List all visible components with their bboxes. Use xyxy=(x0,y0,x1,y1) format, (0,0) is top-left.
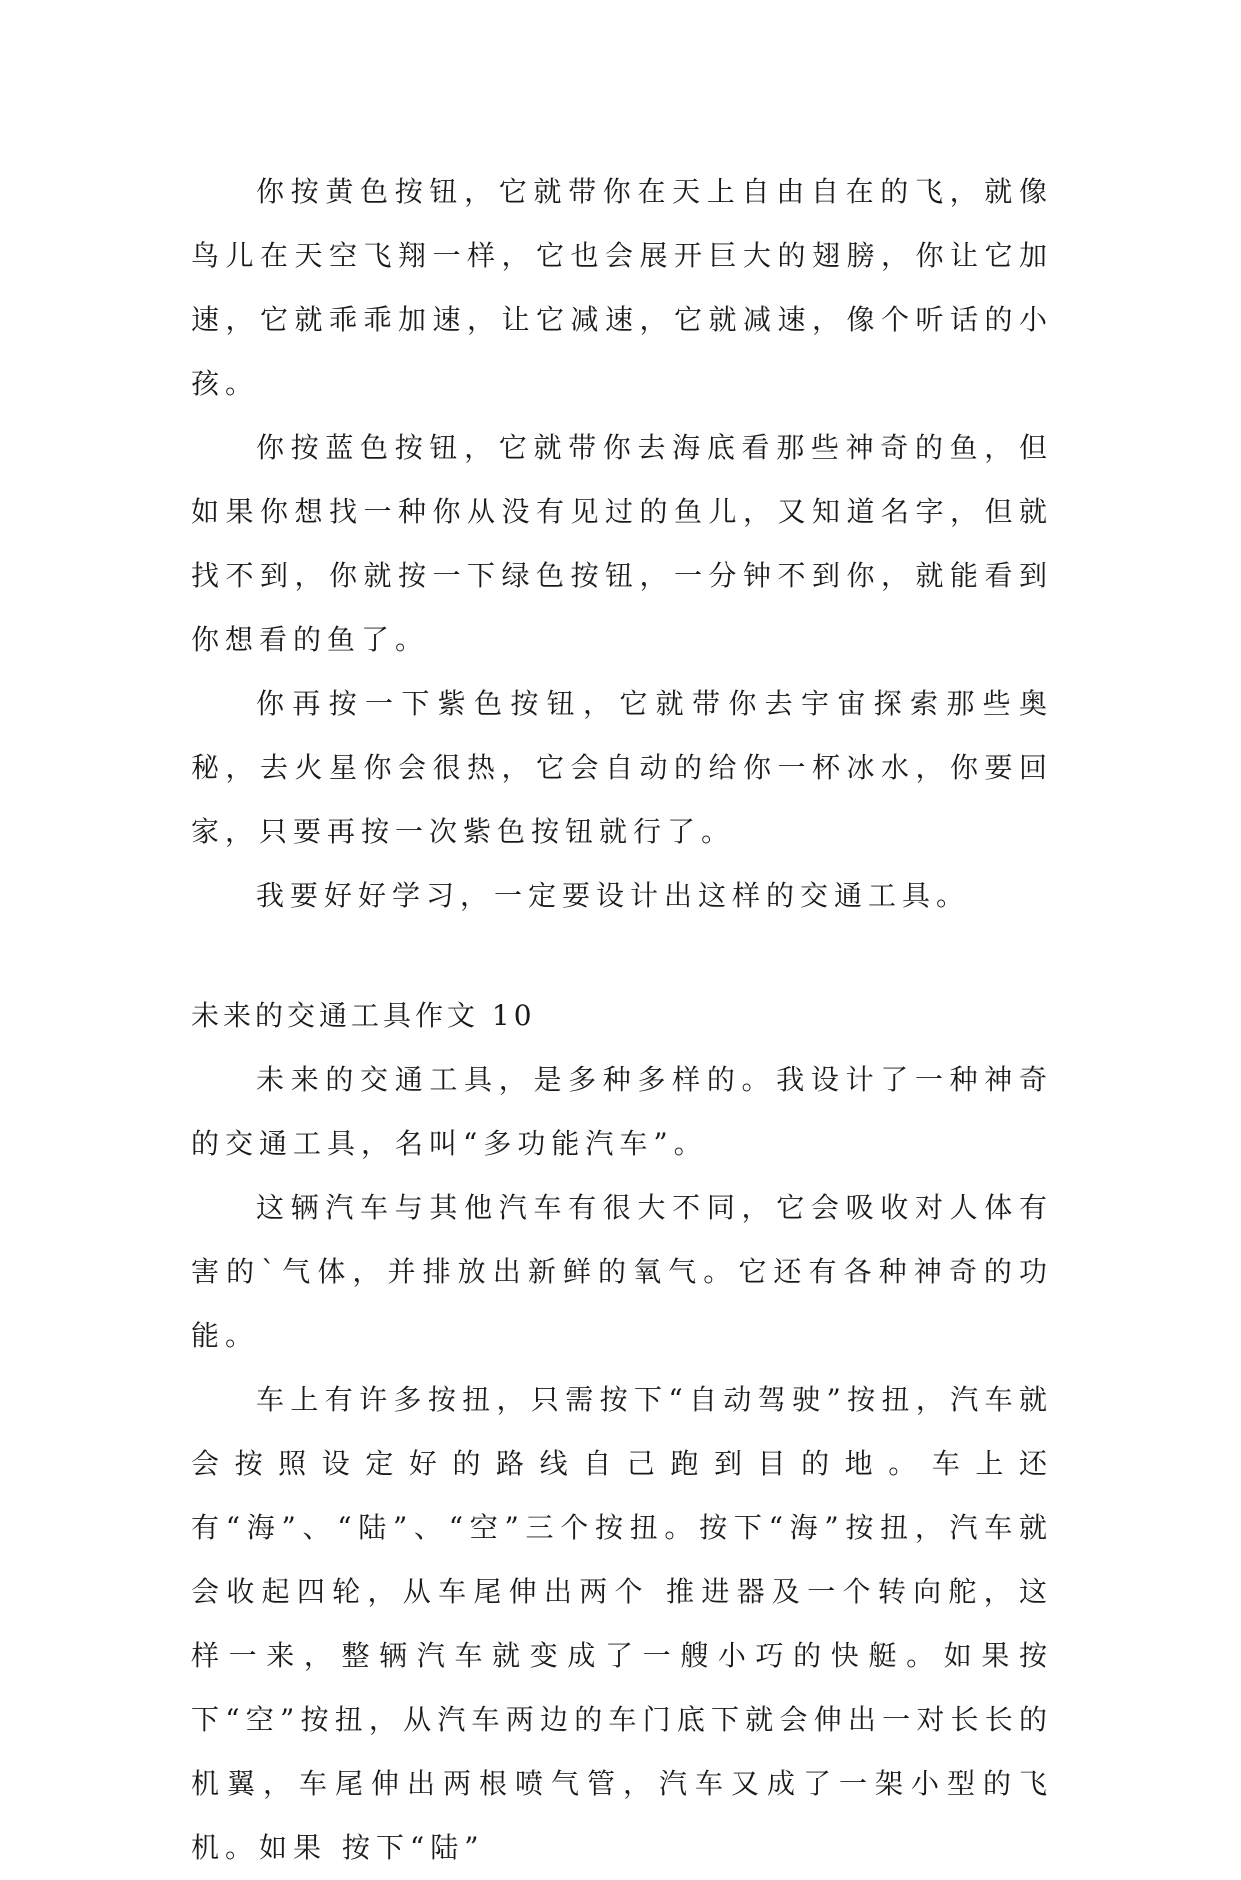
paragraph-purple-button: 你再按一下紫色按钮，它就带你去宇宙探索那些奥秘，去火星你会很热，它会自动的给你一杯冰水，你要回家，只要再按一次紫色按钮就行了。 xyxy=(191,687,1053,848)
section-title: 未来的交通工具作文 10 xyxy=(191,999,536,1032)
paragraph-intro: 未来的交通工具，是多种多样的。我设计了一种神奇的交通工具，名叫“多功能汽车”。 xyxy=(191,1063,1053,1160)
paragraph-blue-button: 你按蓝色按钮，它就带你去海底看那些神奇的鱼，但如果你想找一种你从没有见过的鱼儿，又知道名字，但就找不到，你就按一下绿色按钮，一分钟不到你，就能看到你想看的鱼了。 xyxy=(191,431,1053,656)
paragraph-yellow-button: 你按黄色按钮，它就带你在天上自由自在的飞，就像鸟儿在天空飞翔一样，它也会展开巨大的翅膀，你让它加速，它就乖乖加速，让它减速，它就减速，像个听话的小孩。 xyxy=(191,175,1053,400)
document-body xyxy=(191,160,1053,1880)
paragraph-car-buttons: 车上有许多按扭，只需按下“自动驾驶”按扭，汽车就会按照设定好的路线自己跑到目的地。车上还有“海”、“陆”、“空”三个按扭。按下“海”按扭，汽车就会收起四轮，从车尾伸出两个 推进器及一个转向舵，这样一来，整辆汽车就变成了一艘小巧的快艇。如果按下“空”按扭，从汽车两边的车门底下就会伸出一对长长的机翼，车尾伸出两根喷气管，汽车又成了一架小型的飞机。如果 按下“陆” xyxy=(191,1383,1053,1864)
paragraph-car-difference: 这辆汽车与其他汽车有很大不同，它会吸收对人体有害的`气体，并排放出新鲜的氧气。它还有各种神奇的功能。 xyxy=(191,1191,1053,1352)
paragraph-study-goal: 我要好好学习，一定要设计出这样的交通工具。 xyxy=(256,879,971,912)
